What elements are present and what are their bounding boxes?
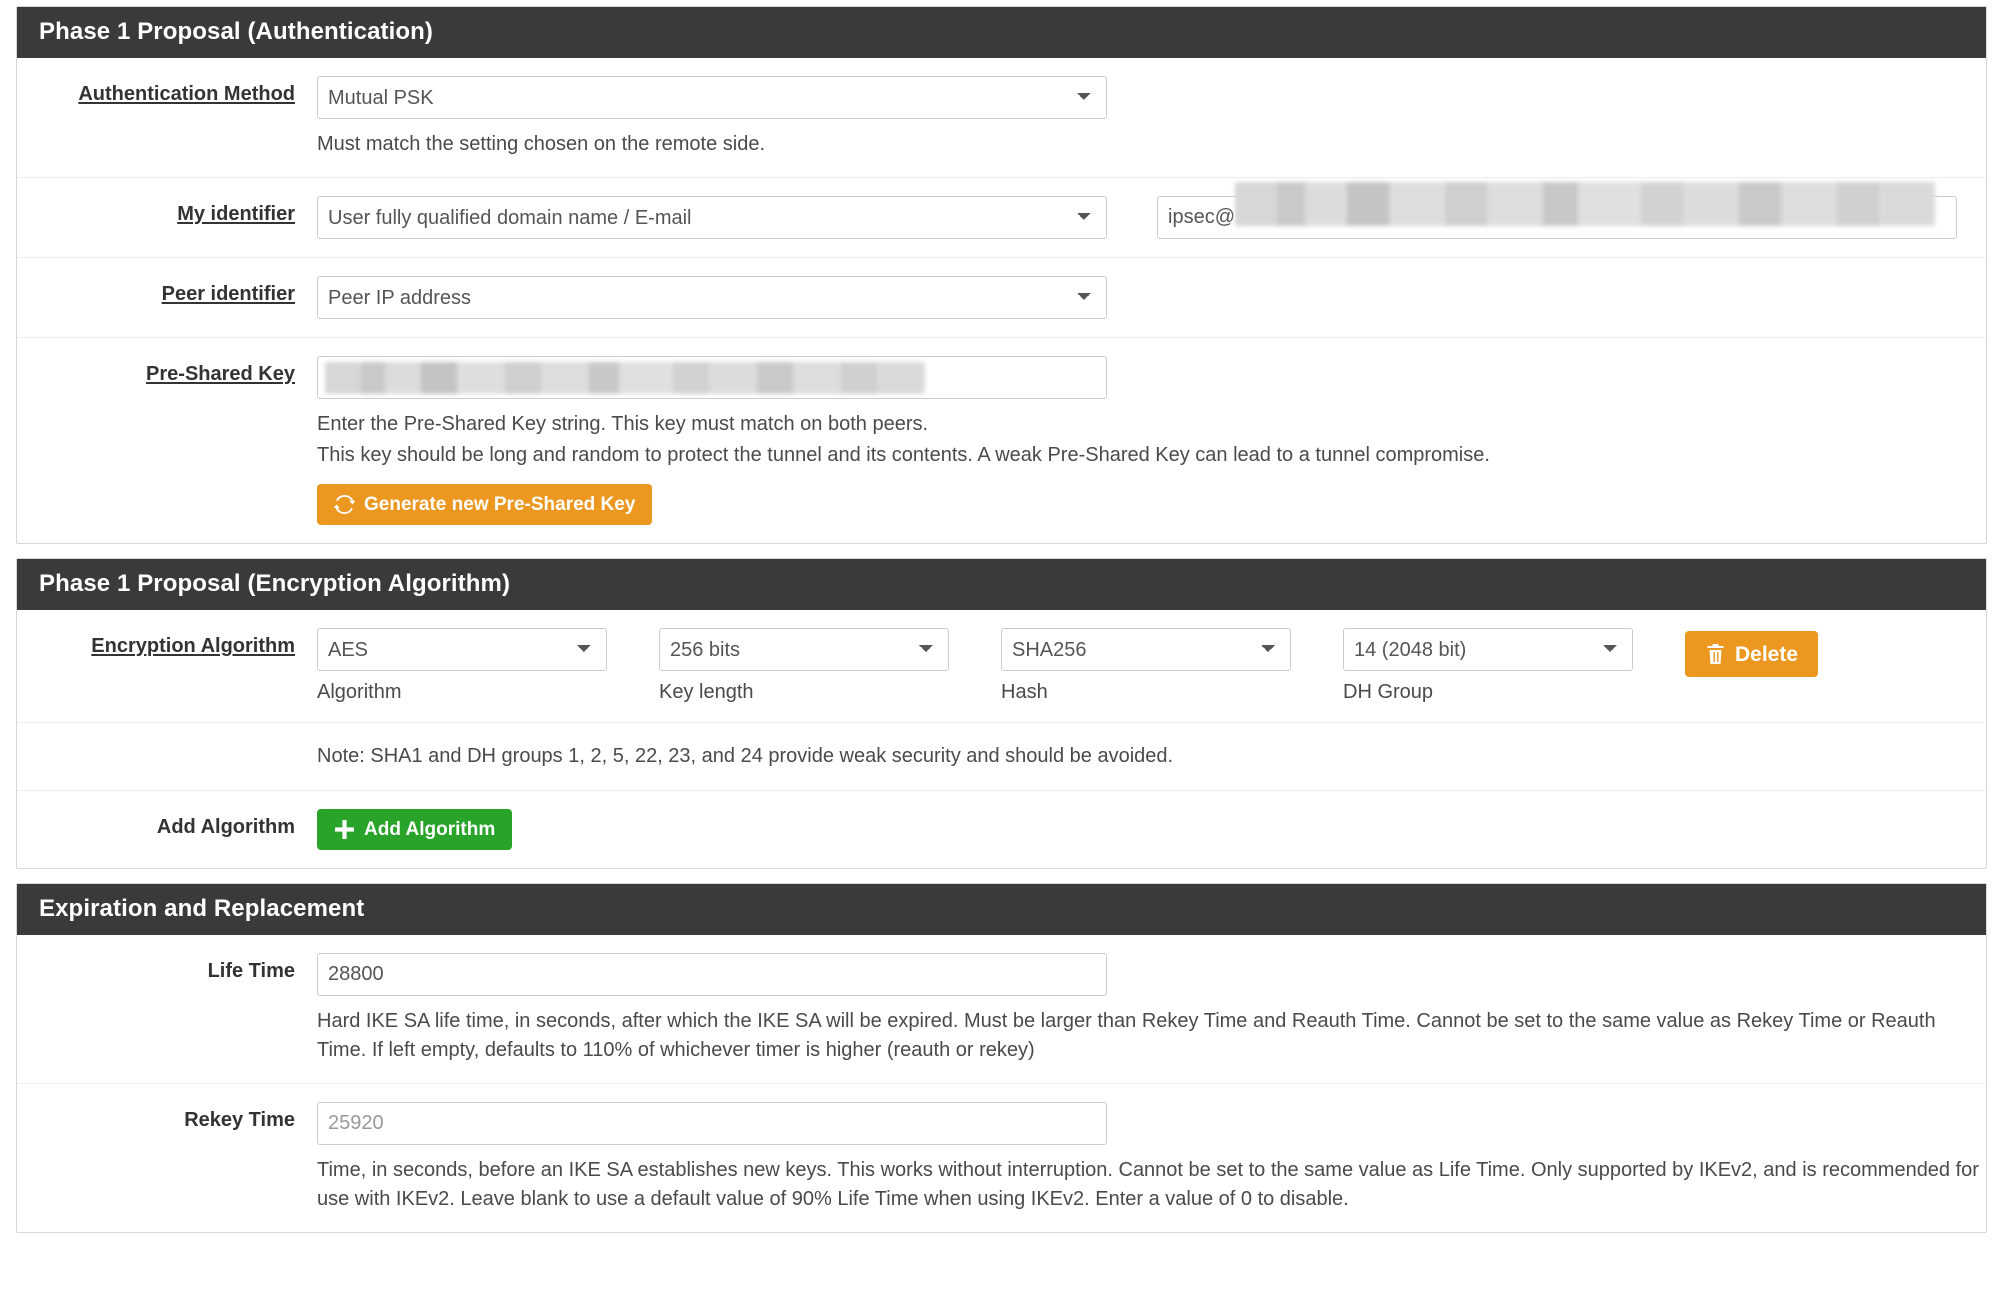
- sublabel-key-length: Key length: [659, 681, 754, 703]
- panel-heading-phase1-authentication: Phase 1 Proposal (Authentication): [17, 7, 1986, 58]
- field-key-length: [659, 628, 949, 704]
- add-algorithm-label: Add Algorithm: [364, 819, 496, 840]
- panel-phase1-encryption: [16, 558, 1987, 869]
- delete-algorithm-wrap: [1685, 628, 1818, 677]
- row-peer-identifier: [17, 258, 1986, 338]
- panel-phase1-authentication: [16, 6, 1987, 544]
- content-rekey-time: [317, 1102, 1986, 1214]
- field-dh-group: [1343, 628, 1633, 704]
- row-life-time: [17, 935, 1986, 1084]
- help-rekey-time: Time, in seconds, before an IKE SA establishes new keys. This works without interruption. Cannot be set to the same value as Life Time. Only supported by IKEv2, and is recommended for use with IKEv2. Leave blank to use a default value of 90% Life Time when using IKEv2. Enter a value of 0 to disable.: [317, 1159, 1979, 1210]
- trash-icon: [1705, 643, 1726, 665]
- help-pre-shared-key-line2: This key should be long and random to protect the tunnel and its contents. A weak Pre-Shared Key can lead to a tunnel compromise.: [317, 444, 1490, 466]
- row-encryption-algorithm: [17, 610, 1986, 723]
- my-identifier-fields: [317, 196, 1986, 239]
- field-algorithm: [317, 628, 607, 704]
- label-life-time: Life Time: [207, 960, 295, 982]
- label-pre-shared-key: [17, 356, 317, 386]
- select-my-identifier-type[interactable]: [317, 196, 1107, 239]
- panel-heading-expiration-replacement: Expiration and Replacement: [17, 884, 1986, 935]
- content-encryption-algorithm: [317, 628, 1986, 704]
- my-identifier-value-wrap: [1157, 196, 1986, 239]
- label-peer-identifier-text: Peer identifier: [161, 283, 295, 305]
- label-my-identifier: [17, 196, 317, 226]
- row-rekey-time: [17, 1084, 1986, 1232]
- label-encryption-algorithm: [17, 628, 317, 658]
- generate-new-pre-shared-key-button[interactable]: [317, 484, 652, 525]
- input-pre-shared-key[interactable]: [317, 356, 1107, 399]
- panel-expiration-replacement: [16, 883, 1987, 1233]
- refresh-icon: [334, 494, 355, 515]
- content-add-algorithm: [317, 809, 1986, 850]
- select-dh-group[interactable]: [1343, 628, 1633, 671]
- generate-psk-wrap: [317, 484, 1986, 525]
- panel-body-expiration-replacement: [17, 935, 1986, 1232]
- generate-new-pre-shared-key-label: Generate new Pre-Shared Key: [364, 494, 636, 515]
- label-rekey-time: Rekey Time: [184, 1109, 295, 1131]
- row-pre-shared-key: [17, 338, 1986, 543]
- pre-shared-key-wrap: [317, 356, 1107, 399]
- content-peer-identifier: [317, 276, 1986, 319]
- label-peer-identifier: [17, 276, 317, 306]
- encryption-algorithm-fields: [317, 628, 1986, 704]
- select-peer-identifier-type[interactable]: [317, 276, 1107, 319]
- panel-heading-phase1-encryption: Phase 1 Proposal (Encryption Algorithm): [17, 559, 1986, 610]
- label-pre-shared-key-text: Pre-Shared Key: [146, 363, 295, 385]
- delete-algorithm-label: Delete: [1735, 642, 1799, 666]
- plus-icon: [334, 819, 355, 840]
- row-encryption-note: [17, 723, 1986, 791]
- label-my-identifier-text: My identifier: [177, 203, 295, 225]
- label-add-algorithm: Add Algorithm: [156, 816, 295, 838]
- field-hash: [1001, 628, 1291, 704]
- input-life-time[interactable]: [317, 953, 1107, 996]
- row-authentication-method: [17, 58, 1986, 178]
- input-rekey-time[interactable]: [317, 1102, 1107, 1145]
- row-my-identifier: [17, 178, 1986, 258]
- select-algorithm[interactable]: [317, 628, 607, 671]
- add-algorithm-button[interactable]: [317, 809, 512, 850]
- help-authentication-method: Must match the setting chosen on the remote side.: [317, 133, 766, 155]
- sublabel-algorithm: Algorithm: [317, 681, 402, 703]
- label-authentication-method-text: Authentication Method: [78, 83, 295, 105]
- panel-body-phase1-authentication: [17, 58, 1986, 543]
- input-my-identifier-value[interactable]: [1157, 196, 1957, 239]
- note-encryption-weak-security: Note: SHA1 and DH groups 1, 2, 5, 22, 23, and 24 provide weak security and should be avoided.: [317, 745, 1174, 767]
- select-authentication-method[interactable]: [317, 76, 1107, 119]
- help-life-time: Hard IKE SA life time, in seconds, after which the IKE SA will be expired. Must be larger than Rekey Time and Reauth Time. Cannot be set to the same value as Rekey Time or Reauth Time. If left empty, defaults to 110% of whichever timer is higher (reauth or rekey): [317, 1010, 1936, 1061]
- sublabel-dh-group: DH Group: [1343, 681, 1434, 703]
- content-my-identifier: [317, 196, 1986, 239]
- delete-algorithm-button[interactable]: [1685, 631, 1818, 677]
- row-add-algorithm: [17, 791, 1986, 868]
- select-hash[interactable]: [1001, 628, 1291, 671]
- content-life-time: [317, 953, 1986, 1065]
- content-pre-shared-key: [317, 356, 1986, 525]
- label-encryption-algorithm-text: Encryption Algorithm: [91, 635, 295, 657]
- panel-body-phase1-encryption: [17, 610, 1986, 868]
- sublabel-hash: Hash: [1001, 681, 1048, 703]
- content-authentication-method: [317, 76, 1986, 159]
- select-key-length[interactable]: [659, 628, 949, 671]
- help-pre-shared-key-line1: Enter the Pre-Shared Key string. This key must match on both peers.: [317, 413, 929, 435]
- label-authentication-method: [17, 76, 317, 106]
